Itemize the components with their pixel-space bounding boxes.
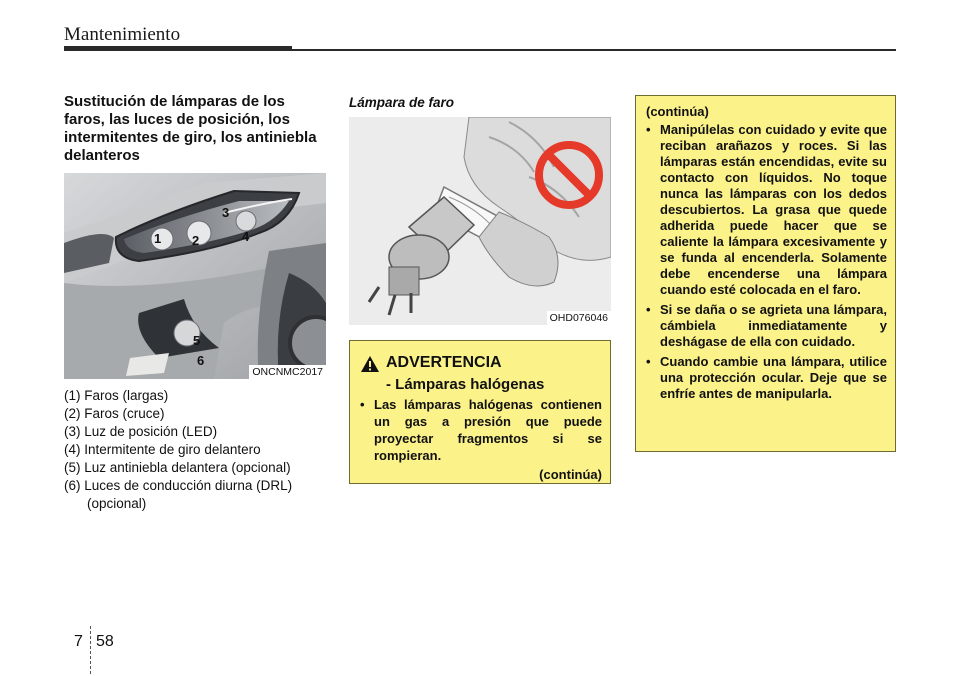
page-number: 58 (96, 633, 114, 650)
callout-3: 3 (222, 205, 230, 220)
warning-subtitle: - Lámparas halógenas (386, 376, 545, 393)
bullet-dot: • (646, 354, 651, 369)
figure-code: OHD076046 (547, 311, 611, 325)
headlamp-figure (64, 173, 326, 379)
header-rule-thin (292, 49, 896, 51)
car-front-illustration (64, 173, 326, 379)
legend-item: (1) Faros (largas) (64, 388, 169, 403)
continued-label: (continúa) (646, 104, 709, 119)
figure-code: ONCNMC2017 (249, 365, 326, 379)
callout-1: 1 (154, 231, 162, 246)
continued-note: (continúa) (539, 467, 602, 482)
warning-bullet: • Cuando cambie una lámpara, utilice una protección ocular. Deje que se enfríe antes de manipularla. (646, 354, 887, 401)
bullet-dot: • (360, 397, 365, 412)
figure-subtitle: Lámpara de faro (349, 95, 455, 110)
warning-title: ADVERTENCIA (386, 354, 502, 371)
continued-warning-box (635, 95, 896, 452)
component-legend (64, 387, 326, 513)
warning-box (349, 340, 611, 484)
callout-2: 2 (192, 233, 200, 248)
legend-item: (4) Intermitente de giro delantero (64, 442, 261, 457)
callout-4: 4 (242, 229, 250, 244)
warning-bullet: • Manipúlelas con cuidado y evite que reciban arañazos y roces. Si las lámparas están encendidas, evite su contacto con líquidos. No toque nunca las lámparas con los dedos descubiertos. La grasa que quede adherida puede hacer que se caliente la lámpara excesivamente y se funda al encenderla. Solamente debe encenderse una lámpara cuando esté colocada en el faro. (646, 122, 887, 297)
legend-item: (3) Luz de posición (LED) (64, 424, 218, 439)
bulb-figure (349, 117, 611, 325)
hand-holding-bulb-illustration (349, 117, 611, 325)
legend-item: (6) Luces de conducción diurna (DRL) (opcional) (64, 478, 293, 511)
warning-bullet: • Las lámparas halógenas contienen un gas a presión que puede proyectar fragmentos si se rompieran. (360, 397, 602, 463)
warning-bullet: • Si se daña o se agrieta una lámpara, cámbiela inmediatamente y deshágase de ella con cuidado. (646, 302, 887, 349)
header-rule-thick (64, 46, 292, 51)
callout-6: 6 (197, 353, 205, 368)
section-heading: Sustitución de lámparas de los faros, las luces de posición, los intermitentes de giro, los antiniebla delanteros (64, 93, 317, 164)
header-title: Mantenimiento (64, 24, 181, 45)
callout-5: 5 (193, 333, 201, 348)
bullet-dot: • (646, 122, 651, 137)
bullet-dot: • (646, 302, 651, 317)
legend-item: (2) Faros (cruce) (64, 406, 165, 421)
warning-triangle-icon (360, 355, 380, 373)
legend-item: (5) Luz antiniebla delantera (opcional) (64, 460, 291, 475)
section-number: 7 (74, 633, 83, 650)
page-divider (90, 626, 91, 674)
